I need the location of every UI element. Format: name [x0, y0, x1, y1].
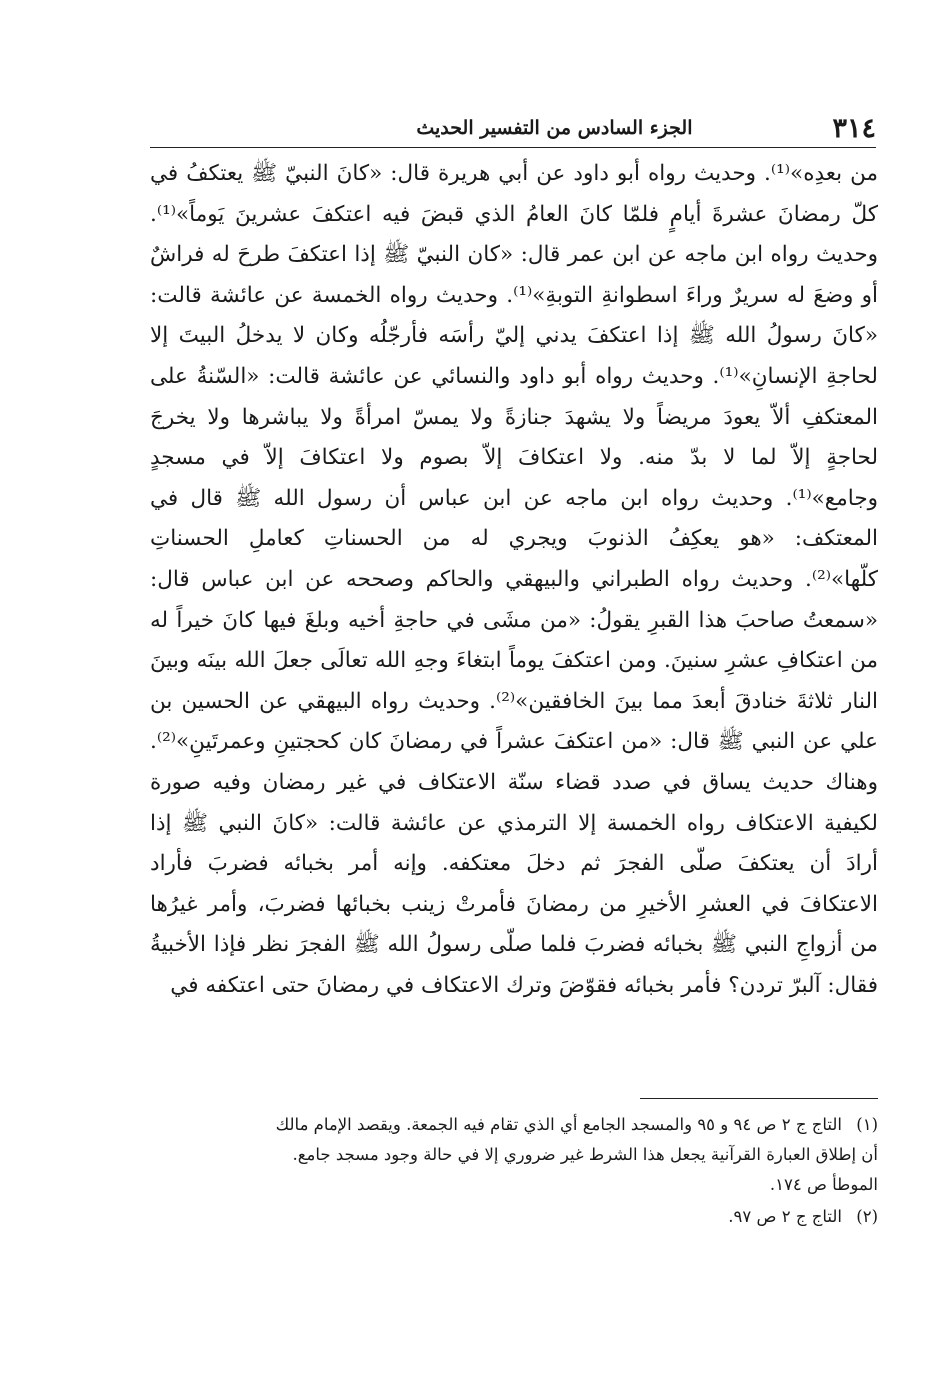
text-line: من اعتكافِ عشرِ سنينَ. ومن اعتكفَ يوماً ابتغاءَ وجهِ الله تعالَى جعلَ الله بينَه وبينَ [150, 648, 878, 674]
text-line: «كانَ رسولُ الله ﷺ إذا اعتكفَ يدني إليّ رأسَه فأرجّلُه وكان لا يدخلُ البيتَ إلا [150, 323, 878, 349]
footnote-text: التاج ج ٢ ص ٩٧. [728, 1207, 842, 1226]
text-line: من بعدِه»⁽¹⁾. وحديث رواه أبو داود عن أبي هريرة قال: «كانَ النبيّ ﷺ يعتكفُ في [150, 161, 878, 186]
page-number: ٣١٤ [832, 112, 876, 144]
text-line: وجامع»⁽¹⁾. وحديث رواه ابن ماجه عن ابن عباس أن رسول الله ﷺ قال في [150, 485, 878, 511]
footnote-item [150, 1110, 878, 1200]
text-line: من أزواجِ النبي ﷺ بخبائه فضربَ فلما صلّى رسولُ الله ﷺ الفجرَ نظر فإذا الأخبيةُ [150, 932, 878, 958]
footnote-item [150, 1202, 878, 1232]
text-line: النار ثلاثةَ خنادقَ أبعدَ مما بينَ الخافقين»⁽²⁾. وحديث رواه البيهقي عن الحسين بن [150, 688, 878, 714]
text-line: المعتكفِ ألاّ يعودَ مريضاً ولا يشهدَ جنازةً ولا يمسّ امرأةً ولا يباشرها ولا يخرجَ [150, 404, 878, 430]
footnote-marker: (١) [856, 1115, 878, 1134]
main-text [150, 154, 878, 1006]
text-line: الاعتكافَ في العشرِ الأخيرِ من رمضانَ فأمرتْ زينب بخبائها فضربَ، وأمر غيرُها [150, 891, 878, 917]
text-line: لحاجةِ الإنسانِ»⁽¹⁾. وحديث رواه أبو داود والنسائي عن عائشة قالت: «السّنةُ على [150, 363, 878, 389]
text-line: أرادَ أن يعتكفَ صلّى الفجرَ ثم دخلَ معتكفه. وإنه أمر بخبائه فضربَ فأراد [150, 851, 878, 877]
text-line: علي عن النبي ﷺ قال: «من اعتكفَ عشراً في رمضانَ كان كحجتينِ وعمرتَينِ»⁽²⁾. [150, 729, 878, 755]
text-line: وحديث رواه ابن ماجه عن ابن عمر قال: «كان النبيّ ﷺ إذا اعتكفَ طرحَ له فراشٌ [150, 242, 878, 268]
footnote-text: الموطأ ص ١٧٤. [769, 1175, 878, 1194]
footnote-rule [640, 1098, 878, 1099]
text-line: «سمعتُ صاحبَ هذا القبرِ يقولُ: «من مشَى في حاجةِ أخيه وبلغَ فيها كانَ خيراً له [150, 607, 878, 633]
running-title: الجزء السادس من التفسير الحديث [416, 117, 693, 139]
footnotes [150, 1110, 878, 1234]
text-line: المعتكف: «هو يعكِفُ الذنوبَ ويجري له من الحسناتِ كعاملِ الحسناتِ [150, 526, 878, 552]
text-line: كلّها»⁽²⁾. وحديث رواه الطبراني والبيهقي والحاكم وصححه عن ابن عباس قال: [150, 566, 878, 592]
text-line: أو وضعَ له سريرٌ وراءَ اسطوانةِ التوبةِ»⁽¹⁾. وحديث رواه الخمسة عن عائشة قالت: [150, 282, 878, 308]
text-line: لكيفية الاعتكاف رواه الخمسة إلا الترمذي عن عائشة قالت: «كانَ النبي ﷺ إذا [150, 810, 878, 836]
header-rule [150, 147, 876, 148]
text-line: لحاجةٍ إلاّ لما لا بدّ منه. ولا اعتكافَ إلاّ بصوم ولا اعتكافَ إلاّ في مسجدٍ [150, 445, 878, 471]
text-line: كلّ رمضانَ عشرةَ أيامٍ فلمّا كانَ العامُ الذي قبضَ فيه اعتكفَ عشرينَ يَوماً»⁽¹⁾. [150, 201, 878, 227]
footnote-text: التاج ج ٢ ص ٩٤ و ٩٥ والمسجد الجامع أي الذي تقام فيه الجمعة. ويقصد الإمام مالك [275, 1115, 842, 1134]
text-line: وهناك حديث يساق في صدد قضاء سنّة الاعتكاف في غير رمضان وفيه صورة [150, 769, 878, 795]
text-line: فقال: آلبرّ تردن؟ فأمر بخبائه فقوّضَ وترك الاعتكاف في رمضانَ حتى اعتكفه في [170, 972, 878, 998]
footnote-marker: (٢) [856, 1207, 878, 1226]
footnote-text: أن إطلاق العبارة القرآنية يجعل هذا الشرط غير ضروري إلا في حالة وجود مسجد جامع. [292, 1145, 878, 1164]
page-header [150, 108, 876, 148]
